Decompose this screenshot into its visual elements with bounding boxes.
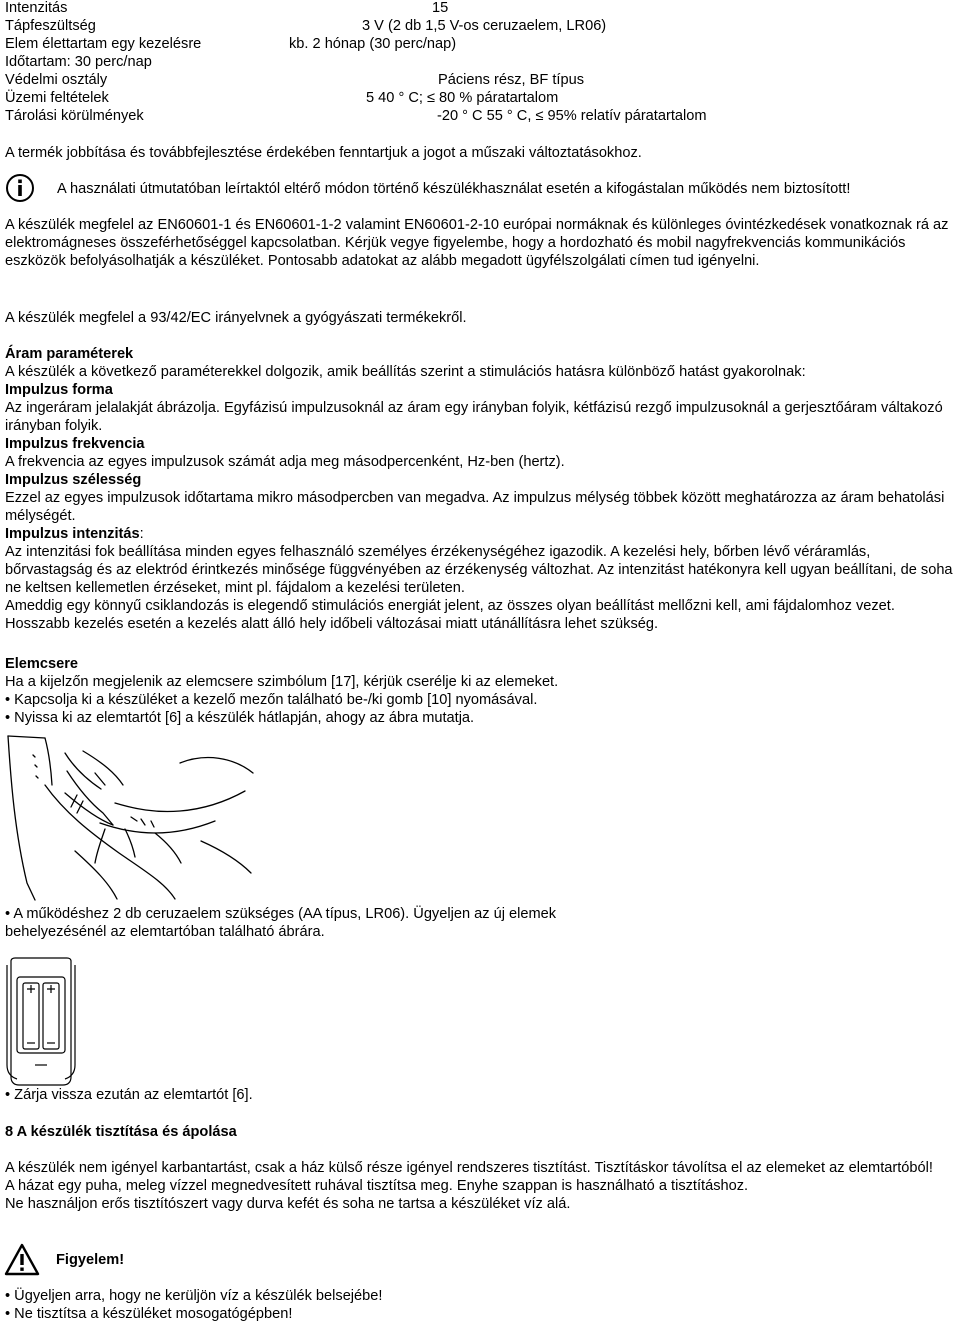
spec-label-operating: Üzemi feltételek (5, 90, 109, 106)
battery-heading: Elemcsere (5, 656, 79, 672)
directive-text: A készülék megfelel a 93/42/EC irányelvnek a gyógyászati termékekről. (5, 310, 467, 326)
battery-step-4: • Zárja vissza ezután az elemtartót [6]. (5, 1087, 253, 1103)
spec-label-battery-life: Elem élettartam egy kezelésre (5, 36, 202, 52)
width-heading: Impulzus szélesség (5, 472, 142, 488)
cleaning-p3: Ne használjon erős tisztítószert vagy durva kefét és soha ne tartsa a készüléket víz alá. (5, 1196, 571, 1212)
cleaning-section (5, 1159, 957, 1213)
battery-compartment-illustration (5, 957, 77, 1087)
standards-paragraph (5, 216, 957, 270)
spec-label-storage: Tárolási körülmények (5, 108, 144, 124)
current-section (5, 345, 957, 633)
spec-label-intensity: Intenzitás (5, 0, 68, 16)
battery-step-3: • A működéshez 2 db ceruzaelem szükséges (AA típus, LR06). Ügyeljen az új elemek behelyezésénél az elemtartóban található ábrára. (5, 906, 557, 940)
spec-label-voltage: Tápfeszültség (5, 18, 96, 34)
standards-text: A készülék megfelel az EN60601-1 és EN60601-1-2 valamint EN60601-2-10 európai normáknak és különleges óvintézkedések vonatkoznak rá az elektromágneses összeférhetőséggel kapcsolatban. Kérjük vegye figyelembe, hogy a hordozható és mobil nagyfrekvenciás kommunikációs eszközök befolyásolhatják a készüléket. Pontosabb adatokat az alább megadott ügyfélszolgálati címen tud igényelni. (5, 217, 949, 269)
battery-step-3-block (5, 905, 957, 941)
spec-label-protection: Védelmi osztály (5, 72, 108, 88)
intensity-heading: Impulzus intenzitás (5, 526, 140, 542)
freq-heading: Impulzus frekvencia (5, 436, 145, 452)
spec-label-duration: Időtartam: 30 perc/nap (5, 54, 152, 70)
intensity-text-2: Ameddig egy könnyű csiklandozás is elegendő stimulációs energiát jelent, az összes olyan beállítást mellőzni kell, ami fájdalomhoz vezet. Hosszabb kezelés esetén a kezelés alatt álló hely időbeli változásai miatt utánállításra lehet szükség. (5, 598, 895, 632)
current-heading: Áram paraméterek (5, 346, 134, 362)
battery-section (5, 655, 957, 727)
spec-value-intensity: 15 (432, 0, 449, 16)
warning-icon (4, 1243, 40, 1276)
form-heading: Impulzus forma (5, 382, 113, 398)
spec-value-operating: 5 40 ° C; ≤ 80 % páratartalom (366, 90, 559, 106)
spec-value-voltage: 3 V (2 db 1,5 V-os ceruzaelem, LR06) (362, 18, 607, 34)
hand-opening-compartment-illustration (5, 733, 255, 901)
spec-value-battery-life: kb. 2 hónap (30 perc/nap) (289, 36, 457, 52)
notice-info: A használati útmutatóban leírtaktól eltérő módon történő készülékhasználat esetén a kifogástalan működés nem biztosított! (57, 181, 851, 197)
spec-value-protection: Páciens rész, BF típus (438, 72, 584, 88)
intensity-colon: : (139, 526, 144, 542)
cleaning-p2: A házat egy puha, meleg vízzel megnedvesített ruhával tisztítsa meg. Enyhe szappan is használható a tisztításhoz. (5, 1178, 749, 1194)
intensity-text-1: Az intenzitási fok beállítása minden egyes felhasználó személyes érzékenységéhez igazodik. A kezelési hely, bőrben lévő véráramlás, bőrvastagság és az elektród érintkezés minősége függvényében az érzékenység változhat. Az intenzitást hatékonyra kell ugyan beállítani, de soha ne keltsen kellemetlen érzéseket, mint pl. fájdalom a kezelési területen. (5, 544, 953, 596)
battery-step-1: • Kapcsolja ki a készüléket a kezelő mezőn található be-/ki gomb [10] nyomásával. (5, 692, 538, 708)
battery-intro: Ha a kijelzőn megjelenik az elemcsere szimbólum [17], kérjük cserélje ki az elemeket. (5, 674, 559, 690)
form-text: Az ingeráram jelalakját ábrázolja. Egyfázisú impulzusoknál az áram egy irányban folyik, kétfázisú rezgő impulzusoknál a gerjesztőáram váltakozó irányban folyik. (5, 400, 943, 434)
warning-item-2: • Ne tisztítsa a készüléket mosogatógépben! (5, 1306, 293, 1322)
current-intro: A készülék a következő paraméterekkel dolgozik, amik beállítás szerint a stimulációs hatásra különböző hatást gyakorolnak: (5, 364, 806, 380)
cleaning-heading: 8 A készülék tisztítása és ápolása (5, 1124, 237, 1140)
spec-value-storage: -20 ° C 55 ° C, ≤ 95% relatív páratartalom (437, 108, 707, 124)
battery-step-2: • Nyissa ki az elemtartót [6] a készülék hátlapján, ahogy az ábra mutatja. (5, 710, 475, 726)
notice-improvement: A termék jobbítása és továbbfejlesztése érdekében fenntartjuk a jogot a műszaki változtatásokhoz. (5, 145, 642, 161)
freq-text: A frekvencia az egyes impulzusok számát adja meg másodpercenként, Hz-ben (hertz). (5, 454, 565, 470)
cleaning-p1: A készülék nem igényel karbantartást, csak a ház külső része igényel rendszeres tisztítást. Tisztításkor távolítsa el az elemeket az elemtartóból! (5, 1160, 933, 1176)
warning-label: Figyelem! (56, 1252, 125, 1268)
info-icon (5, 173, 35, 203)
warning-item-1: • Ügyeljen arra, hogy ne kerüljön víz a készülék belsejébe! (5, 1288, 383, 1304)
width-text: Ezzel az egyes impulzusok időtartama mikro másodpercben van megadva. Az impulzus mélység többek között meghatározza az áram behatolási mélységét. (5, 490, 945, 524)
